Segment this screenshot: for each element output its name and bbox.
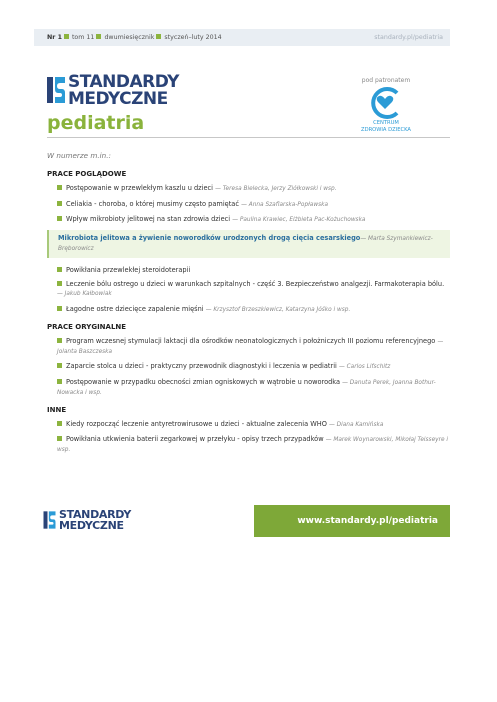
brand-line1: STANDARDY	[68, 72, 179, 92]
bullet-icon	[57, 379, 62, 384]
patronage-org	[350, 120, 422, 134]
article-title: Kiedy rozpocząć leczenie antyretrowirusowe u dzieci - aktualne zalecenia WHO	[66, 419, 327, 428]
frequency: dwumiesięcznik	[104, 34, 155, 41]
standardy-logo-icon	[47, 75, 65, 105]
bullet-icon	[64, 34, 69, 39]
bullet-icon	[96, 34, 101, 39]
bullet-icon	[156, 34, 161, 39]
header-url[interactable]: standardy.pl/pediatria	[374, 34, 443, 41]
issue-number: Nr 1	[47, 34, 62, 41]
article-authors: — Krzysztof Brzeszkiewicz, Katarzyna Jóśko i wsp.	[205, 306, 351, 313]
patronage-org-line2: ZDROWIA DZIECKA	[361, 127, 411, 133]
list-item[interactable]	[47, 378, 450, 398]
bullet-icon	[57, 201, 62, 206]
list-item[interactable]	[47, 215, 450, 225]
bullet-icon	[57, 363, 62, 368]
article-authors: — Jakub Kałbowiak	[57, 291, 112, 297]
bullet-icon	[57, 281, 62, 286]
article-title: Powikłania przewlekłej steroidoterapii	[66, 265, 191, 274]
article-authors: — Danuta Perek, Joanna Bothur-Nowacka i wsp.	[57, 379, 436, 396]
volume: tom 11	[71, 34, 95, 41]
bullet-icon	[57, 338, 62, 343]
article-authors: — Jolanta Baszczeska	[57, 338, 444, 355]
featured-article[interactable]	[47, 230, 450, 258]
footer-brand-line2: MEDYCZNE	[59, 519, 124, 532]
featured-authors: — Marta Szymankiewicz-Bręborowicz	[58, 235, 433, 252]
article-authors: — Anna Szaflarska-Popławska	[241, 201, 329, 208]
section-title: PRACE POGLĄDOWE	[47, 170, 127, 178]
list-item[interactable]	[47, 362, 450, 372]
list-item[interactable]	[47, 337, 450, 357]
bullet-icon	[57, 185, 62, 190]
journal-subtitle: pediatria	[47, 112, 145, 134]
article-title: Leczenie bólu ostrego u dzieci w warunkach szpitalnych - część 3. Bezpieczeństwo analgezji. Farmakoterapia bólu.	[66, 280, 445, 288]
list-item[interactable]	[47, 266, 450, 275]
table-of-contents	[47, 151, 450, 461]
article-title: Wpływ mikrobioty jelitowej na stan zdrowia dzieci	[66, 215, 231, 223]
featured-title: Mikrobiota jelitowa a żywienie noworodków urodzonych drogą cięcia cesarskiego	[58, 233, 361, 242]
brand-line2: MEDYCZNE	[68, 89, 168, 109]
article-authors: — Carlos Lifschitz	[339, 364, 391, 370]
article-title: Powikłania utkwienia baterii zegarkowej w przełyku - opisy trzech przypadków	[66, 435, 324, 443]
article-title: Celiakia - choroba, o której musimy często pamiętać	[66, 199, 239, 208]
standardy-footer-logo-icon	[43, 510, 56, 530]
issue-date: styczeń–luty 2014	[164, 34, 222, 41]
patronage-org-line1: CENTRUM	[373, 120, 399, 126]
footer-url: www.standardy.pl/pediatria	[297, 516, 438, 526]
list-item[interactable]	[47, 280, 450, 299]
patronage-label: pod patronatem	[361, 77, 411, 84]
article-title: Program wczesnej stymulacji laktacji dla ośrodków neonatologicznych i położniczych III poziomu referencyjnego	[66, 336, 436, 345]
article-authors: — Diana Kamińska	[329, 421, 384, 428]
article-title: Zaparcie stolca u dzieci - praktyczny przewodnik diagnostyki i leczenia w pediatrii	[66, 362, 337, 370]
list-item[interactable]	[47, 200, 450, 210]
list-item[interactable]	[47, 305, 450, 315]
bullet-icon	[57, 216, 62, 221]
footer-url-banner[interactable]	[254, 505, 450, 537]
divider	[47, 137, 450, 138]
list-item[interactable]	[47, 420, 450, 430]
section-title: PRACE ORYGINALNE	[47, 322, 127, 331]
list-item[interactable]	[47, 435, 450, 455]
footer-brand-line1: STANDARDY	[59, 508, 132, 521]
bullet-icon	[57, 421, 62, 426]
article-authors: — Paulina Krawiec, Elżbieta Pac-Kożuchowska	[232, 217, 366, 223]
bullet-icon	[57, 267, 62, 272]
bullet-icon	[57, 436, 62, 441]
article-title: Postępowanie w przewlekłym kaszlu u dzieci	[66, 184, 213, 192]
article-authors: — Teresa Bielecka, Jerzy Ziółkowski i wsp.	[215, 186, 337, 192]
czd-logo-icon	[369, 87, 403, 119]
article-title: Postępowanie w przypadku obecności zmian ogniskowych w wątrobie u noworodka	[66, 377, 341, 386]
issue-info	[47, 29, 222, 46]
toc-intro: W numerze m.in.:	[47, 151, 111, 160]
article-title: Łagodne ostre dziecięce zapalenie mięśni	[66, 304, 204, 313]
list-item[interactable]	[47, 184, 450, 194]
article-authors: — Marek Woynarowski, Mikołaj Teisseyre i wsp.	[57, 437, 448, 453]
bullet-icon	[57, 306, 62, 311]
header-bar	[34, 29, 450, 46]
section-title: INNE	[47, 405, 67, 414]
